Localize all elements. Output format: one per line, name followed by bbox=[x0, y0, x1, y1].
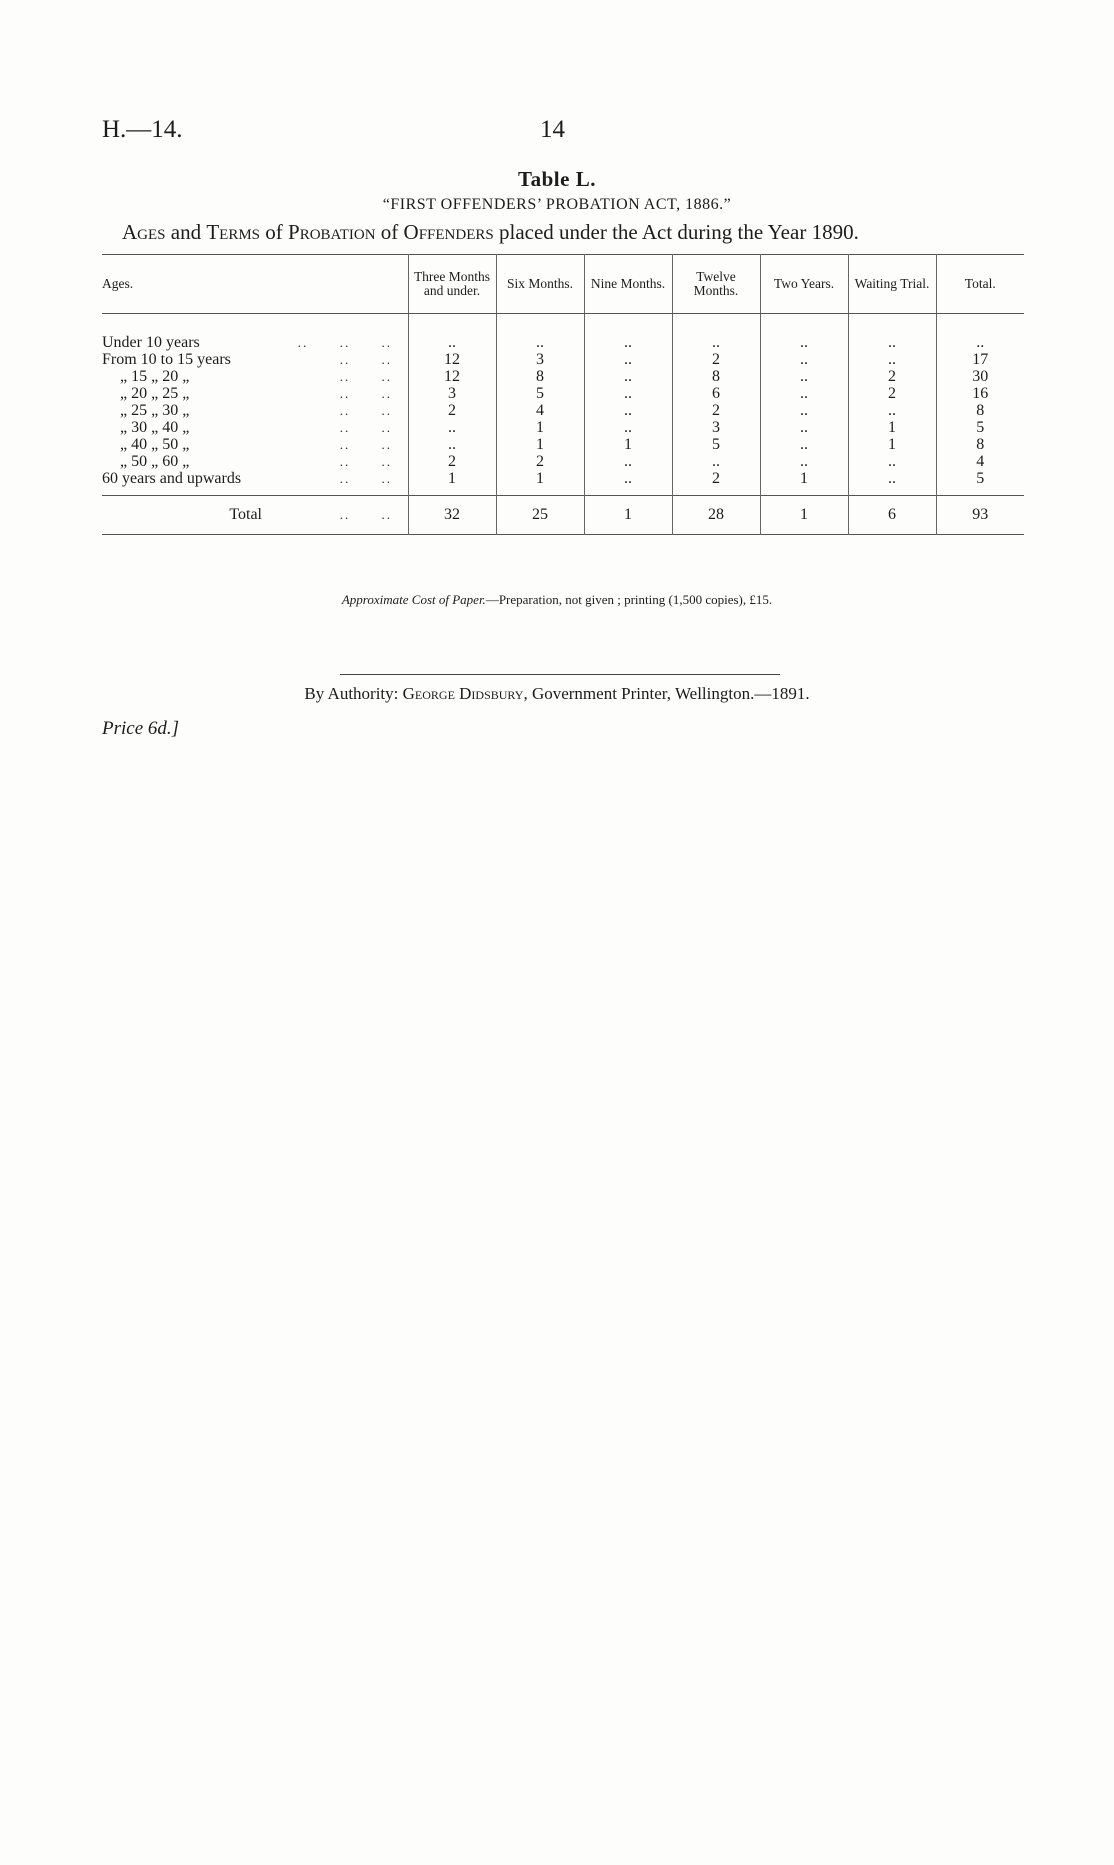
cell-six-months: 4 bbox=[496, 402, 584, 419]
age-label: „ 15 „ 20 „ bbox=[120, 368, 190, 385]
cost-note-label: Approximate Cost of Paper. bbox=[341, 592, 486, 607]
age-label: „ 50 „ 60 „ bbox=[120, 453, 190, 470]
age-label: 60 years and upwards bbox=[102, 470, 242, 487]
cell-twelve-months: 5 bbox=[672, 436, 760, 453]
cell-six-months: 1 bbox=[496, 419, 584, 436]
divider bbox=[340, 674, 780, 675]
table-row bbox=[102, 453, 1024, 470]
age-label: „ 30 „ 40 „ bbox=[120, 419, 190, 436]
leader-dots: .. bbox=[339, 352, 351, 367]
cell-two-years: .. bbox=[760, 368, 848, 385]
cell-nine-months: .. bbox=[584, 368, 672, 385]
cell-three-months: .. bbox=[408, 334, 496, 351]
header-row bbox=[102, 255, 1024, 314]
subtitle-probation: Probation bbox=[288, 220, 376, 244]
cell-total: 30 bbox=[936, 368, 1024, 385]
leader-dots bbox=[282, 351, 324, 368]
spacer-row bbox=[102, 314, 1024, 335]
leader-dots bbox=[282, 496, 324, 535]
cell-twelve-months: 2 bbox=[672, 470, 760, 487]
table-row bbox=[102, 419, 1024, 436]
cell-six-months: 8 bbox=[496, 368, 584, 385]
cell-six-months: 1 bbox=[496, 436, 584, 453]
cell-six-months: 2 bbox=[496, 453, 584, 470]
imprint-prefix: By Authority: bbox=[304, 684, 403, 703]
cell-two-years: .. bbox=[760, 453, 848, 470]
leader-dots bbox=[282, 368, 324, 385]
cell-six-months: 3 bbox=[496, 351, 584, 368]
age-label: Under 10 years bbox=[102, 334, 200, 351]
imprint-printer: George Didsbury bbox=[402, 684, 524, 703]
cell-six-months: .. bbox=[496, 334, 584, 351]
cell-twelve-months: 6 bbox=[672, 385, 760, 402]
leader-dots: .. bbox=[324, 496, 366, 535]
cell-two-years: .. bbox=[760, 385, 848, 402]
leader-dots bbox=[282, 453, 324, 470]
cell-waiting-trial: 2 bbox=[848, 368, 936, 385]
leader-dots: .. bbox=[381, 403, 392, 418]
leader-dots: .. bbox=[381, 335, 392, 350]
age-label: „ 25 „ 30 „ bbox=[120, 402, 190, 419]
leader-dots: .. bbox=[339, 471, 351, 486]
age-label: „ 40 „ 50 „ bbox=[120, 436, 190, 453]
subtitle-terms: Terms bbox=[206, 220, 261, 244]
leader-dots: .. bbox=[339, 386, 351, 401]
cell-total: 5 bbox=[936, 470, 1024, 487]
table-row bbox=[102, 436, 1024, 453]
leader-dots: .. bbox=[381, 352, 392, 367]
cell-twelve-months: .. bbox=[672, 334, 760, 351]
subtitle-rest: placed under the Act during the Year 1890. bbox=[493, 220, 859, 244]
col-header-ages: Ages. bbox=[102, 255, 408, 314]
cell-waiting-trial: .. bbox=[848, 453, 936, 470]
cell-nine-months: .. bbox=[584, 470, 672, 487]
leader-dots: .. bbox=[339, 437, 351, 452]
probation-table bbox=[102, 254, 1024, 535]
total-waiting-trial: 6 bbox=[848, 496, 936, 535]
cell-total: 4 bbox=[936, 453, 1024, 470]
leader-dots bbox=[282, 385, 324, 402]
cell-total: .. bbox=[936, 334, 1024, 351]
leader-dots: .. bbox=[381, 437, 392, 452]
cell-total: 8 bbox=[936, 436, 1024, 453]
cell-three-months: 1 bbox=[408, 470, 496, 487]
col-header-six-months: Six Months. bbox=[496, 255, 584, 314]
page-code: H.—14. bbox=[102, 116, 183, 143]
cell-two-years: .. bbox=[760, 351, 848, 368]
leader-dots bbox=[282, 402, 324, 419]
act-title: “FIRST OFFENDERS’ PROBATION ACT, 1886.” bbox=[382, 196, 732, 213]
total-six-months: 25 bbox=[496, 496, 584, 535]
cell-nine-months: .. bbox=[584, 402, 672, 419]
leader-dots: .. bbox=[381, 420, 392, 435]
cell-waiting-trial: .. bbox=[848, 351, 936, 368]
cell-two-years: .. bbox=[760, 334, 848, 351]
cell-twelve-months: 3 bbox=[672, 419, 760, 436]
cell-total: 17 bbox=[936, 351, 1024, 368]
cell-six-months: 5 bbox=[496, 385, 584, 402]
table-row bbox=[102, 351, 1024, 368]
cell-nine-months: .. bbox=[584, 453, 672, 470]
cell-twelve-months: 8 bbox=[672, 368, 760, 385]
leader-dots: .. bbox=[339, 403, 351, 418]
table-subtitle bbox=[122, 220, 859, 245]
table-row bbox=[102, 385, 1024, 402]
leader-dots: .. bbox=[297, 335, 309, 350]
cell-waiting-trial: 1 bbox=[848, 436, 936, 453]
spacer-row bbox=[102, 487, 1024, 496]
cell-three-months: 3 bbox=[408, 385, 496, 402]
cell-total: 16 bbox=[936, 385, 1024, 402]
cell-three-months: .. bbox=[408, 419, 496, 436]
age-label: From 10 to 15 years bbox=[102, 351, 231, 368]
leader-dots: .. bbox=[339, 335, 351, 350]
cell-three-months: 12 bbox=[408, 368, 496, 385]
cell-nine-months: .. bbox=[584, 385, 672, 402]
cell-nine-months: 1 bbox=[584, 436, 672, 453]
leader-dots: .. bbox=[339, 454, 351, 469]
cell-waiting-trial: 1 bbox=[848, 419, 936, 436]
col-header-nine-months: Nine Months. bbox=[584, 255, 672, 314]
cell-waiting-trial: 2 bbox=[848, 385, 936, 402]
total-two-years: 1 bbox=[760, 496, 848, 535]
table-title: Table L. bbox=[518, 167, 596, 191]
leader-dots: .. bbox=[366, 496, 408, 535]
col-header-two-years: Two Years. bbox=[760, 255, 848, 314]
age-label: „ 20 „ 25 „ bbox=[120, 385, 190, 402]
total-grand: 93 bbox=[936, 496, 1024, 535]
subtitle-offenders: Offenders bbox=[403, 220, 494, 244]
cell-three-months: 2 bbox=[408, 402, 496, 419]
cell-twelve-months: 2 bbox=[672, 402, 760, 419]
cost-note bbox=[0, 592, 1114, 608]
cell-twelve-months: .. bbox=[672, 453, 760, 470]
col-header-waiting-trial: Waiting Trial. bbox=[848, 255, 936, 314]
cell-two-years: .. bbox=[760, 402, 848, 419]
cell-three-months: 2 bbox=[408, 453, 496, 470]
subtitle-and: and bbox=[165, 220, 207, 244]
cell-six-months: 1 bbox=[496, 470, 584, 487]
leader-dots: .. bbox=[381, 386, 392, 401]
cell-waiting-trial: .. bbox=[848, 470, 936, 487]
total-label: Total bbox=[102, 496, 282, 535]
cell-waiting-trial: .. bbox=[848, 334, 936, 351]
col-header-total: Total. bbox=[936, 255, 1024, 314]
cell-twelve-months: 2 bbox=[672, 351, 760, 368]
leader-dots bbox=[282, 419, 324, 436]
cost-note-text: —Preparation, not given ; printing (1,500 copies), £15. bbox=[485, 592, 773, 607]
cell-total: 8 bbox=[936, 402, 1024, 419]
total-row bbox=[102, 496, 1024, 535]
table-row bbox=[102, 402, 1024, 419]
printer-imprint bbox=[0, 684, 1114, 704]
total-three-months: 32 bbox=[408, 496, 496, 535]
cell-two-years: .. bbox=[760, 419, 848, 436]
cell-two-years: .. bbox=[760, 436, 848, 453]
table-row bbox=[102, 470, 1024, 487]
imprint-suffix: , Government Printer, Wellington.—1891. bbox=[523, 684, 810, 703]
cell-nine-months: .. bbox=[584, 334, 672, 351]
price: Price 6d.] bbox=[102, 718, 180, 739]
page-number: 14 bbox=[540, 116, 565, 143]
leader-dots: .. bbox=[339, 369, 351, 384]
leader-dots: .. bbox=[381, 454, 392, 469]
leader-dots bbox=[282, 470, 324, 487]
col-header-three-months: Three Months and under. bbox=[408, 255, 496, 314]
subtitle-ages: Ages bbox=[122, 220, 166, 244]
total-nine-months: 1 bbox=[584, 496, 672, 535]
cell-two-years: 1 bbox=[760, 470, 848, 487]
leader-dots: .. bbox=[339, 420, 351, 435]
leader-dots bbox=[282, 436, 324, 453]
leader-dots: .. bbox=[381, 471, 392, 486]
cell-nine-months: .. bbox=[584, 351, 672, 368]
table-row bbox=[102, 368, 1024, 385]
col-header-twelve-months: Twelve Months. bbox=[672, 255, 760, 314]
cell-total: 5 bbox=[936, 419, 1024, 436]
cell-waiting-trial: .. bbox=[848, 402, 936, 419]
cell-three-months: 12 bbox=[408, 351, 496, 368]
table-row bbox=[102, 334, 1024, 351]
total-twelve-months: 28 bbox=[672, 496, 760, 535]
leader-dots: .. bbox=[381, 369, 392, 384]
subtitle-of2: of bbox=[375, 220, 404, 244]
cell-nine-months: .. bbox=[584, 419, 672, 436]
subtitle-of: of bbox=[260, 220, 289, 244]
cell-three-months: .. bbox=[408, 436, 496, 453]
